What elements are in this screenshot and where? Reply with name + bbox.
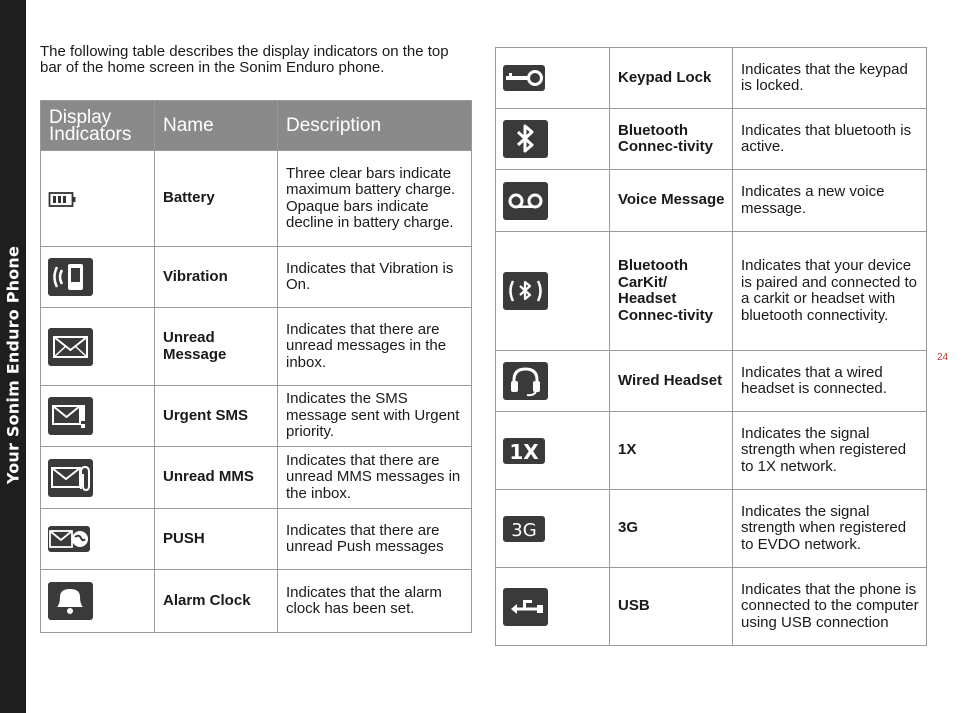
row-description: Indicates that bluetooth is active. [733, 109, 927, 170]
row-name: Unread Message [155, 308, 278, 386]
row-description: Indicates the SMS message sent with Urgent priority. [278, 386, 472, 447]
indicators-table-right [495, 47, 927, 646]
table-row [496, 412, 927, 490]
row-name: Bluetooth CarKit/ Headset Connec-tivity [610, 232, 733, 351]
3g-icon-text: 3G [511, 519, 537, 541]
row-description: Indicates that there are unread MMS messages in the inbox. [278, 447, 472, 509]
battery-icon [48, 188, 78, 210]
header-description: Description [278, 101, 472, 151]
row-name: 1X [610, 412, 733, 490]
headset-icon [503, 362, 548, 400]
header-name: Name [155, 101, 278, 151]
table-row [496, 109, 927, 170]
envelope-icon [48, 328, 93, 366]
table-row [41, 247, 472, 308]
row-description: Indicates that there are unread Push messages [278, 509, 472, 570]
row-description: Indicates that the keypad is locked. [733, 48, 927, 109]
row-name: 3G [610, 490, 733, 568]
key-icon [503, 65, 545, 91]
voicemail-icon [503, 182, 548, 220]
row-name: Unread MMS [155, 447, 278, 509]
row-description: Indicates that the phone is connected to the computer using USB connection [733, 568, 927, 646]
row-name: Battery [155, 151, 278, 247]
row-description: Indicates that a wired headset is connected. [733, 351, 927, 412]
table-row [41, 570, 472, 633]
alarm-bell-icon [48, 582, 93, 620]
indicators-table-left [40, 100, 472, 633]
row-name: Keypad Lock [610, 48, 733, 109]
table-row [41, 308, 472, 386]
row-description: Indicates that there are unread messages in the inbox. [278, 308, 472, 386]
table-row [496, 351, 927, 412]
bluetooth-icon [503, 120, 548, 158]
3g-icon [503, 516, 545, 542]
row-name: Alarm Clock [155, 570, 278, 633]
table-row [496, 232, 927, 351]
row-name: Bluetooth Connec-tivity [610, 109, 733, 170]
table-row [41, 447, 472, 509]
1x-icon-text: 1X [509, 439, 539, 464]
table-row [496, 48, 927, 109]
row-description: Indicates a new voice message. [733, 170, 927, 232]
side-tab-label: Your Sonim Enduro Phone [3, 245, 23, 485]
header-display-indicators: Display Indicators [41, 101, 155, 151]
1x-icon [503, 438, 545, 464]
table-row [41, 386, 472, 447]
vibration-icon [48, 258, 93, 296]
table-row [496, 568, 927, 646]
table-row [41, 509, 472, 570]
intro-text: The following table describes the display indicators on the top bar of the home screen in the Sonim Enduro phone. [40, 43, 449, 76]
row-description: Indicates the signal strength when registered to 1X network. [733, 412, 927, 490]
side-tab [0, 0, 26, 713]
table-row [496, 490, 927, 568]
table-row [41, 151, 472, 247]
urgent-sms-icon [48, 397, 93, 435]
row-name: Voice Message [610, 170, 733, 232]
row-name: Urgent SMS [155, 386, 278, 447]
row-name: Vibration [155, 247, 278, 308]
mms-icon [48, 459, 93, 497]
row-name: USB [610, 568, 733, 646]
page-number: 24 [937, 352, 949, 363]
row-description: Indicates that Vibration is On. [278, 247, 472, 308]
row-description: Indicates that the alarm clock has been set. [278, 570, 472, 633]
row-name: Wired Headset [610, 351, 733, 412]
push-icon [48, 526, 90, 552]
table-row [496, 170, 927, 232]
table-header-row [41, 101, 472, 151]
row-description: Indicates the signal strength when registered to EVDO network. [733, 490, 927, 568]
row-description: Three clear bars indicate maximum battery charge. Opaque bars indicate decline in battery charge. [278, 151, 472, 247]
bluetooth-carkit-icon [503, 272, 548, 310]
row-description: Indicates that your device is paired and connected to a carkit or headset with bluetooth connectivity. [733, 232, 927, 351]
row-name: PUSH [155, 509, 278, 570]
usb-icon [503, 588, 548, 626]
